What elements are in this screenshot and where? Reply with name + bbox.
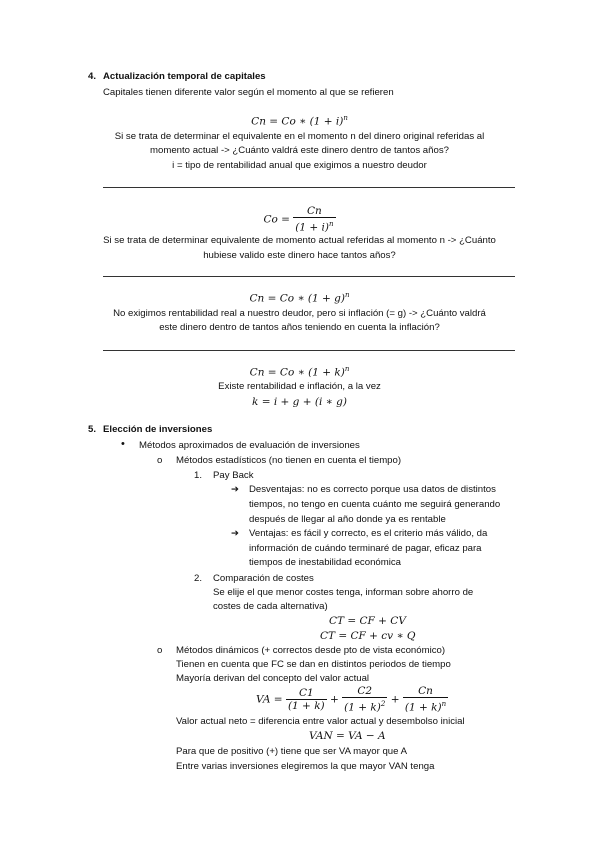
- bullet-icon: •: [121, 438, 125, 450]
- section-4-number: 4.: [88, 71, 97, 82]
- dynamic-line-3: Valor actual neto = diferencia entre valor actual y desembolso inicial: [176, 716, 465, 727]
- paragraph-2-line-1: Si se trata de determinar equivalente de momento actual referidas al momento n -> ¿Cuánto: [103, 235, 496, 246]
- cost-comparison-title: Comparación de costes: [213, 573, 314, 584]
- section-4-intro: Capitales tienen diferente valor según el momento al que se refieren: [103, 87, 394, 98]
- payback-title: Pay Back: [213, 470, 254, 481]
- paragraph-1-line-3: i = tipo de rentabilidad anual que exigimos a nuestro deudor: [172, 160, 427, 171]
- divider-1: [103, 187, 515, 188]
- formula-van: VAN = VA − A: [309, 730, 386, 742]
- divider-3: [103, 350, 515, 351]
- paragraph-3-line-2: este dinero dentro de tantos años teniendo en cuenta la inflación?: [159, 322, 440, 333]
- section-4-title: Actualización temporal de capitales: [103, 71, 266, 82]
- list-number-1: 1.: [194, 470, 203, 481]
- formula-ct-1: CT = CF + CV: [329, 615, 406, 627]
- section-5-title: Elección de inversiones: [103, 424, 213, 435]
- disadvantages-line-2: tiempos, no tengo en cuenta cuánto me seguirá generando: [249, 499, 501, 510]
- paragraph-4-line-1: Existe rentabilidad e inflación, a la vez: [218, 381, 381, 392]
- formula-va: VA = $\frac{C1}{(1 + k)}$ + $\frac{C2}{(1 + k)^2}$ + $\frac{Cn}{(1 + k)^n}$: [256, 685, 447, 714]
- static-methods: Métodos estadísticos (no tienen en cuenta el tiempo): [176, 455, 402, 466]
- advantages-line-3: tiempos de inestabilidad económica: [249, 557, 401, 568]
- advantages-line-2: información de cuándo terminaré de pagar, eficaz para: [249, 543, 482, 554]
- divider-2: [103, 276, 515, 277]
- section-5-number: 5.: [88, 424, 97, 435]
- arrow-right-icon: ➔: [231, 528, 240, 539]
- cost-comparison-line-1: Se elije el que menor costes tenga, informan sobre ahorro de: [213, 587, 474, 598]
- arrow-right-icon: ➔: [231, 484, 240, 495]
- dynamic-methods: Métodos dinámicos (+ correctos desde pto de vista económico): [176, 645, 446, 656]
- paragraph-1-line-2: momento actual -> ¿Cuánto valdrá este dinero dentro de tantos años?: [150, 145, 449, 156]
- paragraph-1-line-1: Si se trata de determinar el equivalente en el momento n del dinero original referidas al: [114, 131, 485, 142]
- list-number-2: 2.: [194, 573, 203, 584]
- paragraph-3-line-1: No exigimos rentabilidad real a nuestro deudor, pero si inflación (= g) -> ¿Cuánto valdrá: [113, 308, 486, 319]
- formula-ct-2: CT = CF + cv ∗ Q: [320, 630, 416, 642]
- bullet-methods-approx: Métodos aproximados de evaluación de inversiones: [139, 440, 360, 451]
- formula-co: Co = $\frac{Cn}{(1 + i)^n}$: [263, 205, 334, 234]
- disadvantages-line-1: Desventajas: no es correcto porque usa datos de distintos: [249, 484, 496, 495]
- formula-cn-k: Cn = Co ∗ $(1 + k)^n$: [249, 365, 350, 379]
- formula-cn: Cn = Co ∗ $(1 + i)^n$: [251, 114, 348, 128]
- advantages-line-1: Ventajas: es fácil y correcto, es el criterio más válido, da: [249, 528, 488, 539]
- formula-k: k = i + g + (i ∗ g): [252, 396, 347, 408]
- dynamic-line-4: Para que de positivo (+) tiene que ser VA mayor que A: [176, 746, 408, 757]
- paragraph-2-line-2: hubiese valido este dinero hace tantos años?: [203, 250, 396, 261]
- dynamic-line-5: Entre varias inversiones elegiremos la que mayor VAN tenga: [176, 761, 435, 772]
- circle-bullet-icon: o: [157, 645, 163, 656]
- disadvantages-line-3: después de llegar al año donde ya es rentable: [249, 514, 446, 525]
- cost-comparison-line-2: costes de cada alternativa): [213, 601, 328, 612]
- formula-cn-inflation: Cn = Co ∗ $(1 + g)^n$: [249, 291, 350, 305]
- dynamic-line-2: Mayoría derivan del concepto del valor actual: [176, 673, 370, 684]
- dynamic-line-1: Tienen en cuenta que FC se dan en distintos periodos de tiempo: [176, 659, 451, 670]
- circle-bullet-icon: o: [157, 455, 163, 466]
